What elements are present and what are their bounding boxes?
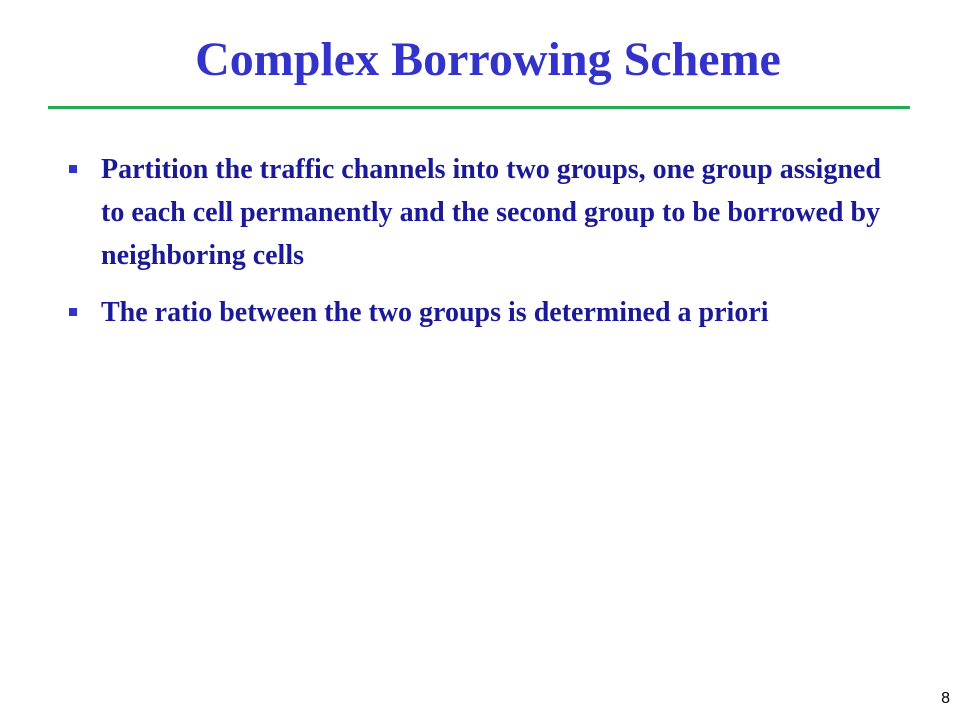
bullet-item [0,291,901,334]
page-number: 8 [941,690,950,707]
slide-title: Complex Borrowing Scheme [195,33,781,86]
bullet-text: Partition the traffic channels into two groups, one group assigned to each cell permanently and the second group to be borrowed by neighboring cells [101,154,881,271]
bullet-list [0,148,960,348]
bullet-item [0,148,901,277]
bullet-text: The ratio between the two groups is determined a priori [101,297,769,328]
square-bullet-icon [69,165,77,173]
square-bullet-icon [69,308,77,316]
title-divider [48,106,910,109]
